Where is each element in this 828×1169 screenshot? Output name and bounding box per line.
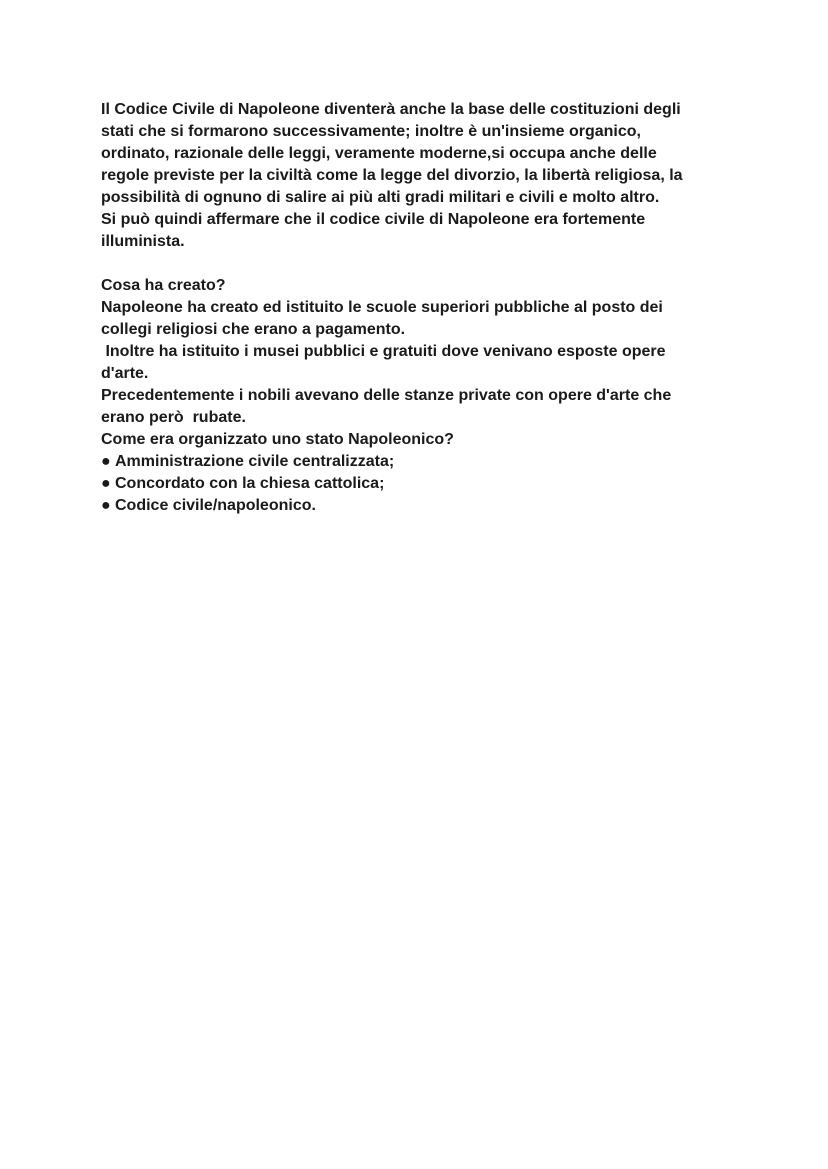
list-item bbox=[101, 473, 741, 495]
paragraph-gap bbox=[101, 253, 741, 275]
text-line: regole previste per la civiltà come la legge del divorzio, la libertà religiosa, la bbox=[101, 167, 683, 184]
text-line: Si può quindi affermare che il codice civile di Napoleone era fortemente bbox=[101, 211, 646, 228]
list-item bbox=[101, 451, 741, 473]
text-line: stati che si formarono successivamente; inoltre è un'insieme organico, bbox=[101, 123, 641, 140]
section-cosa-ha-creato bbox=[101, 275, 741, 517]
section-heading: Cosa ha creato? bbox=[101, 277, 226, 294]
text-line: Inoltre ha istituito i musei pubblici e gratuiti dove venivano esposte opere bbox=[101, 343, 666, 360]
bullet-icon: ● bbox=[101, 453, 111, 470]
text-line: Il Codice Civile di Napoleone diventerà anche la base delle costituzioni degli bbox=[101, 101, 681, 118]
document-text bbox=[101, 99, 741, 517]
text-line: erano però rubate. bbox=[101, 409, 246, 426]
list-item-text: Codice civile/napoleonico. bbox=[115, 497, 316, 514]
text-line: possibilità di ognuno di salire ai più alti gradi militari e civili e molto altro. bbox=[101, 189, 660, 206]
text-line: ordinato, razionale delle leggi, veramente moderne,si occupa anche delle bbox=[101, 145, 657, 162]
list-item bbox=[101, 495, 741, 517]
paragraph-codice-civile bbox=[101, 99, 741, 253]
text-line: Precedentemente i nobili avevano delle stanze private con opere d'arte che bbox=[101, 387, 672, 404]
text-line: Napoleone ha creato ed istituito le scuole superiori pubbliche al posto dei bbox=[101, 299, 663, 316]
text-line: illuminista. bbox=[101, 233, 185, 250]
text-line: collegi religiosi che erano a pagamento. bbox=[101, 321, 406, 338]
text-line: Come era organizzato uno stato Napoleonico? bbox=[101, 431, 454, 448]
bullet-icon: ● bbox=[101, 497, 111, 514]
text-line: d'arte. bbox=[101, 365, 149, 382]
list-item-text: Amministrazione civile centralizzata; bbox=[115, 453, 395, 470]
bullet-icon: ● bbox=[101, 475, 111, 492]
list-item-text: Concordato con la chiesa cattolica; bbox=[115, 475, 385, 492]
bullet-list bbox=[101, 451, 741, 517]
